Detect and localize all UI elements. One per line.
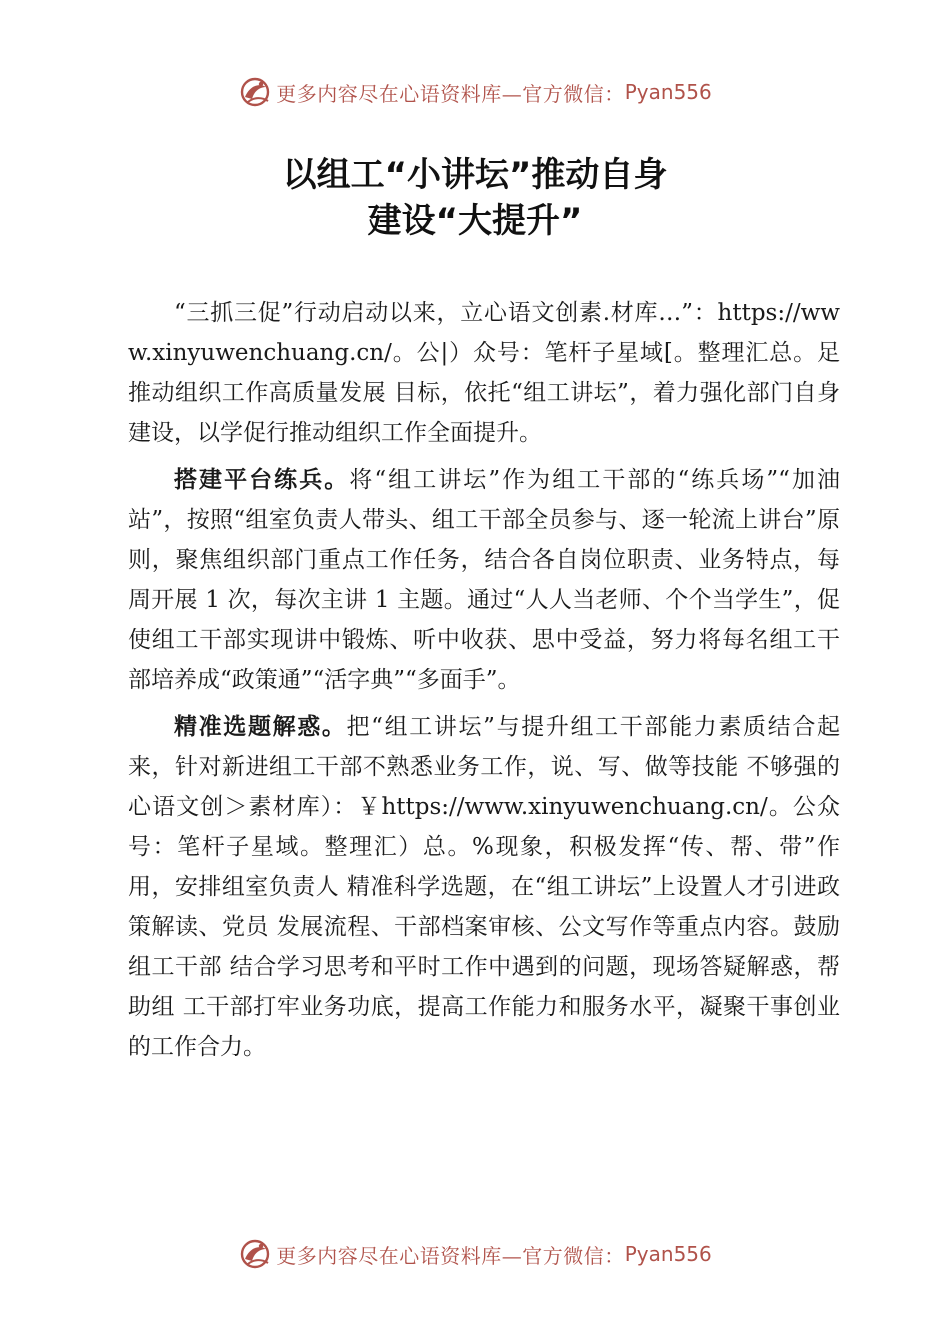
paragraph-platform bbox=[128, 460, 840, 700]
paragraph-text: 将“组工讲坛”作为组工干部的“练兵场”“加油站”，按照“组室负责人带头、组工干部全员参与、逐一轮流上讲台”原则，聚焦组织部门重点工作任务，结合各自岗位职责、业务特点，每周开展 1 次，每次主讲 1 主题。通过“人人当老师、个个当学生”，促使组工干部实现讲中锻炼、听中收获、思中受益，努力将每名组工干部培养成“政策通”“活字典”“多面手”。 bbox=[128, 467, 840, 693]
paragraph-text: 把“组工讲坛”与提升组工干部能力素质结合起来，针对新进组工干部不熟悉业务工作，说、写、做等技能 不够强的心语文创＞素材库）：￥https://www.xinyuwenchuang.cn/。公众号：笔杆子星域。整理汇）总。%现象，积极发挥“传、帮、带”作用，安排组室负责人 精准科学选题，在“组工讲坛”上设置人才引进政策解读、党员 发展流程、干部档案审核、公文写作等重点内容。鼓励组工干部 结合学习思考和平时工作中遇到的问题，现场答疑解惑，帮助组 工干部打牢业务功底，提高工作能力和服务水平，凝聚干事创业 的工作合力。 bbox=[128, 714, 840, 1060]
footer-watermark bbox=[0, 1234, 950, 1274]
paragraph-text: “三抓三促”行动启动以来，立心语文创素.材库…”：https://www.xinyuwenchuang.cn/。公|）众号：笔杆子星域[。整理汇总。足推动组织工作高质量发展 目标，依托“组工讲坛”，着力强化部门自身建设，以学促行推动组织工作全面提升。 bbox=[128, 300, 840, 446]
document-title bbox=[0, 152, 950, 244]
header-watermark bbox=[0, 72, 950, 112]
watermark-text: 更多内容尽在心语资料库—官方微信： bbox=[276, 81, 625, 106]
document-body bbox=[128, 293, 840, 1074]
title-line-2: 建设“大提升” bbox=[367, 201, 583, 241]
xinyu-logo-icon bbox=[238, 75, 272, 109]
xinyu-logo-icon bbox=[238, 1237, 272, 1271]
paragraph-intro bbox=[128, 293, 840, 453]
title-line-1: 以组工“小讲坛”推动自身 bbox=[282, 155, 668, 195]
watermark-text: 更多内容尽在心语资料库—官方微信： bbox=[276, 1243, 625, 1268]
paragraph-lead: 精准选题解惑。 bbox=[174, 714, 347, 740]
paragraph-lead: 搭建平台练兵。 bbox=[174, 467, 350, 493]
watermark-wechat-id: Pyan556 bbox=[624, 1242, 712, 1266]
watermark-wechat-id: Pyan556 bbox=[624, 80, 712, 104]
paragraph-topics bbox=[128, 707, 840, 1067]
